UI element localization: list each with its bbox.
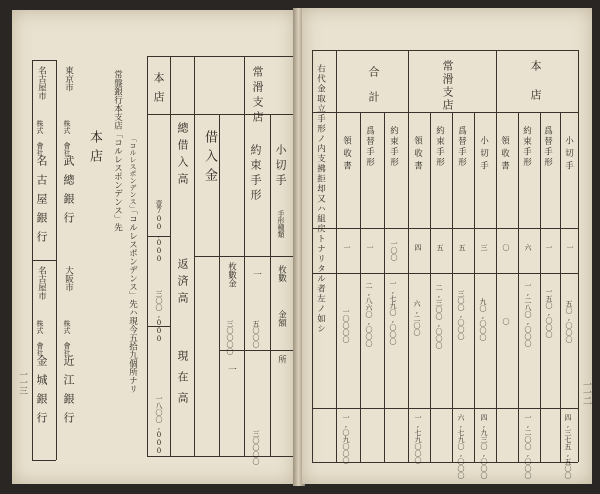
row-count: 五: [436, 244, 444, 251]
rule: [32, 60, 56, 61]
row-label: 領收書: [341, 136, 352, 174]
row-label: 小切手: [563, 136, 574, 174]
loan-value: 三〇〇,000: [155, 290, 163, 343]
row-amount: 一,七九〇,〇〇〇: [389, 280, 397, 345]
rule: [312, 462, 578, 463]
count-amount: 枚數金: [226, 262, 237, 288]
col-tokoname: 常滑支店: [251, 66, 264, 126]
bank-city: 名古屋市: [36, 266, 47, 300]
bank-city: 東京市: [63, 66, 74, 92]
annotation-text: 右代金取立手形ノ内支拂拒却又ハ組戻トナリタル者左ノ如シ: [315, 64, 326, 334]
rule: [32, 460, 56, 461]
rule: [312, 50, 578, 51]
bottom-total: 四,九三〇,〇〇〇: [480, 414, 488, 479]
bank-type: 株式 會社: [36, 320, 44, 356]
row-amount: 〇: [502, 318, 510, 325]
loan-value: 一八〇〇,000: [155, 395, 163, 455]
rule: [270, 114, 271, 456]
row-count: 一: [566, 244, 574, 251]
row-count: 一〇〇: [390, 240, 398, 261]
loan-value: 一: [226, 365, 237, 374]
rule: [219, 114, 220, 456]
bank-city: 名古屋市: [36, 66, 47, 100]
sub-header: 手形種類: [277, 210, 285, 238]
loan-value: 一: [251, 270, 262, 279]
header-gokei: 合計: [367, 66, 380, 116]
row-amount: 一,二八〇,〇〇〇: [524, 282, 532, 347]
correspondence-head: 「コルレスポンデンス」: [129, 135, 137, 212]
left-page: [12, 10, 295, 484]
rule: [312, 228, 578, 229]
bottom-total: 一,七九〇〇〇: [414, 414, 422, 464]
row-amount: 三〇〇,〇〇〇: [457, 290, 465, 340]
rule: [540, 112, 541, 462]
rule: [32, 260, 56, 261]
row-count: 五: [458, 244, 466, 251]
rule: [147, 456, 295, 457]
row-label: 約束手形: [388, 126, 399, 168]
rule: [360, 112, 361, 462]
bottom-total: 六,七九〇,〇〇〇: [457, 414, 465, 479]
loan-value: 五〇〇〇: [252, 320, 260, 348]
rule: [560, 112, 561, 462]
row-amount: 九〇,〇〇〇: [479, 298, 487, 341]
row-count: 一: [366, 244, 374, 251]
page-number: 一一三: [17, 370, 27, 394]
bank-name: 金城銀行: [35, 355, 48, 431]
bank-city: 大阪市: [63, 266, 74, 292]
row-balance-label: 現在高: [176, 350, 189, 413]
kogitte-label: 小切手: [274, 144, 287, 189]
loan-value: 三〇〇〇〇: [252, 430, 260, 465]
row-count: 三: [480, 244, 488, 251]
right-page: [302, 8, 592, 484]
row-count: 一: [343, 244, 351, 251]
row-total: 一,二〇〇,〇〇〇: [524, 414, 532, 479]
rule: [408, 50, 409, 462]
row-amount: 五〇,〇〇〇: [565, 300, 573, 343]
rule: [147, 56, 148, 456]
row-count: 一: [545, 244, 553, 251]
bank-type: 株式 會社: [63, 120, 71, 156]
bank-name: 武總銀行: [62, 155, 75, 231]
sub-header: 所: [276, 355, 287, 364]
bank-name: 名古屋銀行: [35, 155, 48, 250]
row-amount: 六,二〇〇: [413, 300, 421, 336]
bank-type: 株式 會社: [36, 120, 44, 156]
col-honten: 本店: [152, 72, 165, 110]
row-count: 〇: [502, 244, 510, 251]
row-label: 爲替手形: [456, 126, 467, 168]
row-label: 爲替手形: [542, 126, 553, 168]
correspondence-note-sub: 「コルレスポンデンス」先ハ現今五拾九個所ナリ: [127, 206, 138, 393]
rule: [430, 112, 431, 462]
bank-type: 株式 會社: [63, 320, 71, 356]
honten-label: 本店: [87, 130, 102, 168]
rule: [452, 112, 453, 462]
rule: [312, 408, 578, 409]
rule: [496, 50, 497, 462]
row-label: 爲替手形: [364, 126, 375, 168]
row-total-label: 總借入高: [176, 122, 189, 190]
rule: [170, 56, 171, 456]
sub-header: 金額: [276, 310, 287, 327]
rule: [56, 60, 57, 460]
row-amount: 二,八六〇,〇〇〇: [365, 282, 373, 347]
row-count: 六: [524, 244, 532, 251]
row-repay-label: 返済高: [176, 258, 189, 309]
row-label: 領收書: [412, 136, 423, 174]
header-tokoname: 常滑支店: [441, 60, 454, 112]
row-label: 小切手: [478, 136, 489, 174]
row-amount: 二,三〇〇,〇〇〇: [435, 284, 443, 349]
row-label: 約束手形: [521, 126, 532, 168]
row-amount: 一〇〇〇〇: [342, 308, 350, 343]
page-number: 一一二: [581, 380, 591, 404]
sub-header: 枚數: [276, 265, 287, 282]
bank-name: 近江銀行: [62, 355, 75, 431]
row-amount: 一五〇,〇〇〇: [545, 288, 553, 338]
yakusoku-label: 約束手形: [249, 144, 262, 204]
header-honten: 本店: [529, 60, 542, 118]
rule: [384, 112, 385, 462]
bottom-total: 一,〇九〇〇〇: [342, 414, 350, 464]
rule: [312, 273, 578, 274]
row-count: 四: [414, 244, 422, 251]
rule: [474, 112, 475, 462]
correspondence-note: 常盤銀行本支店「コルレスポンデンス」先: [112, 70, 123, 232]
rule: [194, 256, 295, 257]
row-label: 領收書: [499, 136, 510, 174]
loan-value: 壹700,000: [155, 200, 163, 263]
section-title: 借入金: [202, 130, 217, 187]
row-label: 約束手形: [434, 126, 445, 168]
rule: [518, 112, 519, 462]
loan-value: 三〇〇〇〇: [226, 320, 234, 355]
rule: [578, 50, 579, 462]
row-total: 四,三七五,五〇〇: [564, 414, 572, 479]
